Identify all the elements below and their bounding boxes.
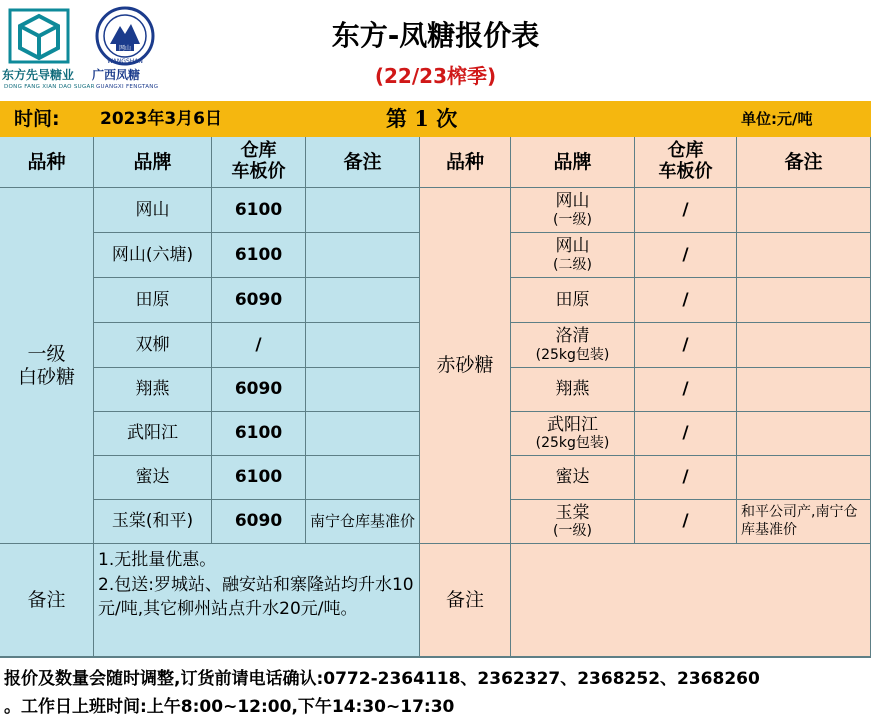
right-price: / bbox=[635, 188, 737, 233]
variety-white-sugar bbox=[0, 188, 94, 544]
time-label: 时间: bbox=[14, 108, 60, 130]
right-brand bbox=[511, 233, 635, 278]
season-subtitle: (22/23榨季) bbox=[374, 64, 497, 88]
right-note bbox=[737, 456, 871, 500]
left-brand: 田原 bbox=[94, 278, 212, 323]
notes-right-content bbox=[511, 544, 871, 657]
left-note bbox=[306, 368, 420, 412]
right-note bbox=[737, 412, 871, 456]
right-brand bbox=[511, 412, 635, 456]
price-table bbox=[0, 137, 871, 657]
right-price: / bbox=[635, 233, 737, 278]
left-note bbox=[306, 188, 420, 233]
left-brand: 网山 bbox=[94, 188, 212, 233]
right-note bbox=[737, 278, 871, 323]
right-brand bbox=[511, 278, 635, 323]
notes-label-right: 备注 bbox=[420, 544, 511, 657]
quote-round: 第 1 次 bbox=[386, 106, 458, 131]
right-price: / bbox=[635, 368, 737, 412]
header-warehouse-line2: 车板价 bbox=[231, 161, 286, 182]
logo-right-name: 广西凤糖 bbox=[92, 68, 141, 82]
info-bar bbox=[0, 101, 871, 137]
left-note bbox=[306, 233, 420, 278]
header-warehouse-left bbox=[212, 137, 306, 188]
right-brand-sub: (一级) bbox=[553, 211, 592, 228]
left-price: 6090 bbox=[212, 278, 306, 323]
variety-brown-sugar: 赤砂糖 bbox=[420, 188, 511, 544]
left-brand: 双柳 bbox=[94, 323, 212, 368]
right-price: / bbox=[635, 412, 737, 456]
left-price: 6100 bbox=[212, 188, 306, 233]
header-brand-right: 品牌 bbox=[511, 137, 635, 188]
notes-line-2: 2.包送:罗城站、融安站和寨隆站均升水10元/吨,其它柳州站点升水20元/吨。 bbox=[98, 574, 414, 620]
right-note bbox=[737, 188, 871, 233]
logo-left-sub: DONG FANG XIAN DAO SUGAR bbox=[4, 84, 95, 90]
left-price: 6100 bbox=[212, 233, 306, 278]
notes-text bbox=[94, 544, 420, 657]
right-brand-name: 网山 bbox=[555, 191, 590, 212]
right-brand-name: 洛清 bbox=[555, 326, 590, 347]
left-price: 6090 bbox=[212, 500, 306, 544]
right-brand bbox=[511, 368, 635, 412]
price-unit: 单位:元/吨 bbox=[741, 110, 813, 128]
left-brand: 翔燕 bbox=[94, 368, 212, 412]
left-note bbox=[306, 456, 420, 500]
right-price: / bbox=[635, 456, 737, 500]
page-title: 东方-凤糖报价表 bbox=[331, 19, 540, 52]
right-note bbox=[737, 233, 871, 278]
left-note bbox=[306, 323, 420, 368]
right-price: / bbox=[635, 500, 737, 544]
right-brand-name: 武阳江 bbox=[547, 414, 598, 435]
right-note bbox=[737, 323, 871, 368]
header-brand-left: 品牌 bbox=[94, 137, 212, 188]
right-brand-name: 蜜达 bbox=[555, 467, 590, 488]
right-brand-name: 翔燕 bbox=[555, 379, 590, 400]
left-brand: 玉棠(和平) bbox=[94, 500, 212, 544]
header-warehouse-line1: 仓库 bbox=[667, 140, 704, 162]
right-brand-sub: (25kg包装) bbox=[535, 435, 610, 452]
left-note bbox=[306, 278, 420, 323]
left-brand: 网山(六塘) bbox=[94, 233, 212, 278]
variety-white-line1: 一级 bbox=[27, 342, 66, 365]
header-variety-left: 品种 bbox=[0, 137, 94, 188]
right-brand-name: 田原 bbox=[555, 289, 590, 310]
footer-hours: 。工作日上班时间:上午8:00~12:00,下午14:30~17:30 bbox=[4, 697, 455, 717]
left-note bbox=[306, 412, 420, 456]
right-note bbox=[737, 368, 871, 412]
header-remarks-right: 备注 bbox=[737, 137, 871, 188]
right-brand-sub: (一级) bbox=[553, 523, 592, 540]
seal-text: WANGSHAN bbox=[107, 58, 143, 65]
left-price: 6100 bbox=[212, 412, 306, 456]
header-remarks-left: 备注 bbox=[306, 137, 420, 188]
notes-label-left: 备注 bbox=[0, 544, 94, 657]
logo-right-sub: GUANGXI FENGTANG bbox=[96, 84, 159, 90]
right-price: / bbox=[635, 278, 737, 323]
right-brand-sub: (25kg包装) bbox=[535, 346, 610, 363]
header-warehouse-line2: 车板价 bbox=[658, 161, 713, 182]
right-brand bbox=[511, 500, 635, 544]
logo-left-name: 东方先导糖业 bbox=[2, 68, 75, 82]
variety-white-line2: 白砂糖 bbox=[17, 365, 75, 388]
quote-date: 2023年3月6日 bbox=[100, 109, 222, 129]
right-brand-name: 玉棠 bbox=[555, 502, 590, 523]
right-price: / bbox=[635, 323, 737, 368]
right-brand bbox=[511, 456, 635, 500]
left-note: 南宁仓库基准价 bbox=[306, 500, 420, 544]
left-brand: 蜜达 bbox=[94, 456, 212, 500]
right-brand-sub: (二级) bbox=[553, 256, 592, 273]
left-brand: 武阳江 bbox=[94, 412, 212, 456]
left-price: / bbox=[212, 323, 306, 368]
right-brand-name: 网山 bbox=[555, 236, 590, 257]
left-price: 6090 bbox=[212, 368, 306, 412]
footer bbox=[0, 657, 871, 720]
header-warehouse-right bbox=[635, 137, 737, 188]
seal-cn-text: 网山 bbox=[118, 45, 132, 52]
right-brand bbox=[511, 188, 635, 233]
notes-line-1: 1.无批量优惠。 bbox=[98, 550, 217, 570]
header-variety-right: 品种 bbox=[420, 137, 511, 188]
left-price: 6100 bbox=[212, 456, 306, 500]
header-warehouse-line1: 仓库 bbox=[240, 140, 277, 162]
footer-contact: 报价及数量会随时调整,订货前请电话确认:0772-2364118、2362327、2368252、2368260 bbox=[4, 669, 760, 689]
right-brand bbox=[511, 323, 635, 368]
right-note: 和平公司产,南宁仓库基准价 bbox=[737, 500, 871, 544]
